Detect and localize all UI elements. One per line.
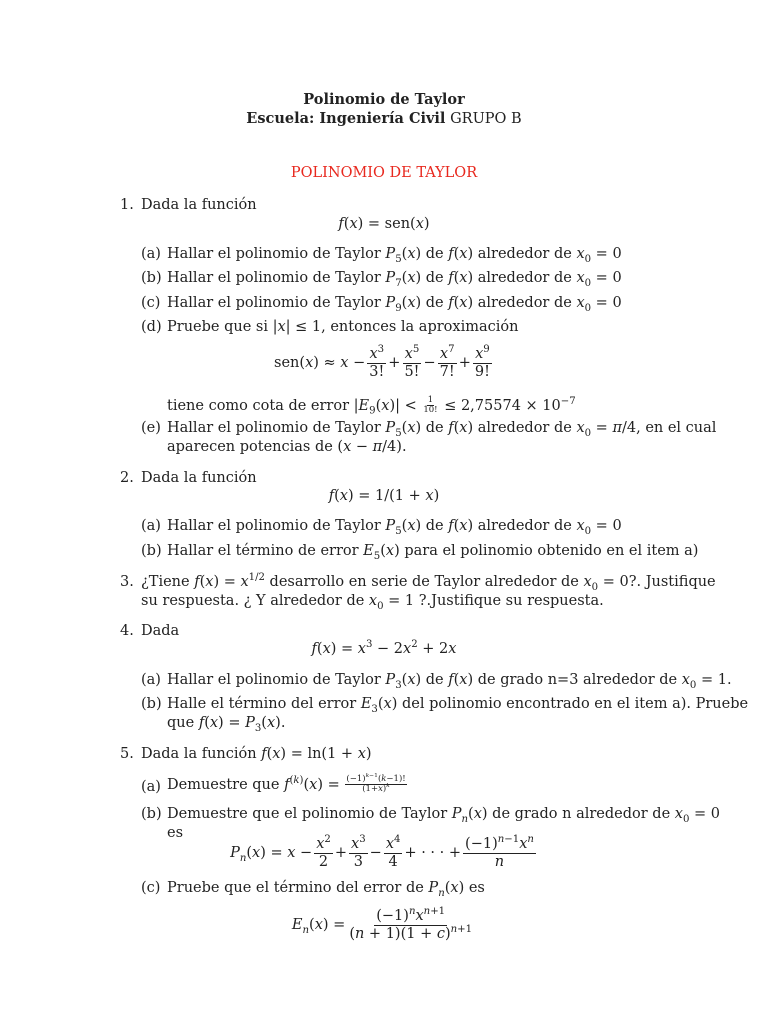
school-line	[0, 110, 768, 127]
item-label: (b)	[141, 270, 162, 286]
item-text: es	[167, 825, 184, 841]
item-label: (a)	[141, 518, 161, 534]
equation-display: f(x) = 1/(1 + x)	[328, 488, 440, 504]
equation-display: f(x) = sen(x)	[338, 216, 430, 232]
equation-display: sen(x) ≈ x − $\frac{x^3}{3!}$ + $\frac{x^5}{5!}$ − $\frac{x^7}{7!}$ + $\frac{x^9}{9!}$	[274, 344, 490, 380]
item-text: Hallar el polinomio de Taylor $P_5(x)$ de f(x) alrededor de $x_0 = \pi/4$, en el cual	[167, 420, 717, 439]
school-name: Escuela: Ingeniería Civil	[246, 110, 446, 127]
item-label: (b)	[141, 806, 162, 822]
item-text: Hallar el polinomio de Taylor $P_5(x)$ de f(x) alrededor de $x_0 = 0$	[167, 246, 622, 265]
item-text: Hallar el polinomio de Taylor $P_5(x)$ de f(x) alrededor de $x_0 = 0$	[167, 518, 622, 537]
item-text: Pruebe que si |x| ≤ 1, entonces la aproximación	[167, 319, 519, 335]
item-text: Hallar el polinomio de Taylor $P_7(x)$ de f(x) alrededor de $x_0 = 0$	[167, 270, 622, 289]
item-text: tiene como cota de error $|E_9(x)|$ < $\frac{1}{10!}$ ≤ $2,75574 \times 10^{-7}$	[167, 395, 576, 417]
problem-number: 4.	[120, 623, 134, 639]
item-text: Hallar el polinomio de Taylor $P_9(x)$ de f(x) alrededor de $x_0 = 0$	[167, 295, 622, 314]
item-text: Hallar el término de error $E_5(x)$ para el polinomio obtenido en el item a)	[167, 543, 699, 562]
item-label: (a)	[141, 779, 161, 795]
item-label: (b)	[141, 543, 162, 559]
item-label: (c)	[141, 880, 161, 896]
problem-text: ¿Tiene $f(x) = x^{1/2}$ desarrollo en serie de Taylor alrededor de $x_0 = 0$?. Justifique	[141, 572, 716, 593]
problem-text: Dada	[141, 623, 180, 639]
problem-number: 3.	[120, 574, 134, 590]
item-label: (d)	[141, 319, 162, 335]
problem-number: 5.	[120, 746, 134, 762]
item-label: (e)	[141, 420, 161, 436]
group-label: GRUPO B	[450, 111, 522, 127]
problem-text: Dada la función	[141, 470, 257, 486]
item-label: (b)	[141, 696, 162, 712]
problem-text: Dada la función	[141, 197, 257, 213]
item-text: Pruebe que el término del error de $P_n(x)$ es	[167, 880, 485, 899]
item-text: aparecen potencias de (x − π/4).	[167, 439, 407, 455]
problem-text: Dada la función f(x) = ln(1 + x)	[141, 746, 372, 762]
equation-display: $E_n(x)$ = $\frac{(-1)^nx^{n+1}}{(n + 1)(1 + c)^{n+1}}$	[291, 906, 473, 942]
section-title: POLINOMIO DE TAYLOR	[290, 165, 478, 181]
problem-number: 1.	[120, 197, 134, 213]
problem-text: su respuesta. ¿ Y alrededor de $x_0 = 1$ ?.Justifique su respuesta.	[141, 593, 604, 612]
item-text: Demuestre que $f^{(k)}(x)$ = $\frac{(-1)^{k-1}(k-1)!}{(1+x)^k}$	[167, 772, 406, 795]
item-text: Demuestre que el polinomio de Taylor $P_n(x)$ de grado n alrededor de $x_0 = 0$	[167, 806, 720, 825]
equation-display: $f(x) = x^3 - 2x^2 + 2x$	[311, 639, 457, 657]
problem-number: 2.	[120, 470, 134, 486]
document-title: Polinomio de Taylor	[303, 91, 465, 108]
equation-display: $P_n(x) = x$ − $\frac{x^2}{2}$ + $\frac{x^3}{3}$ − $\frac{x^4}{4}$ + · · · + $\frac{(-1)^{n-1}x^n}{n}$	[230, 834, 534, 870]
item-label: (a)	[141, 246, 161, 262]
item-label: (a)	[141, 672, 161, 688]
item-label: (c)	[141, 295, 161, 311]
item-text: Hallar el polinomio de Taylor $P_3(x)$ de f(x) de grado n=3 alrededor de $x_0 = 1$.	[167, 672, 732, 691]
item-text: Halle el término del error $E_3(x)$ del polinomio encontrado en el item a). Pruebe	[167, 696, 749, 715]
item-text: que $f(x) = P_3(x)$.	[167, 715, 286, 734]
